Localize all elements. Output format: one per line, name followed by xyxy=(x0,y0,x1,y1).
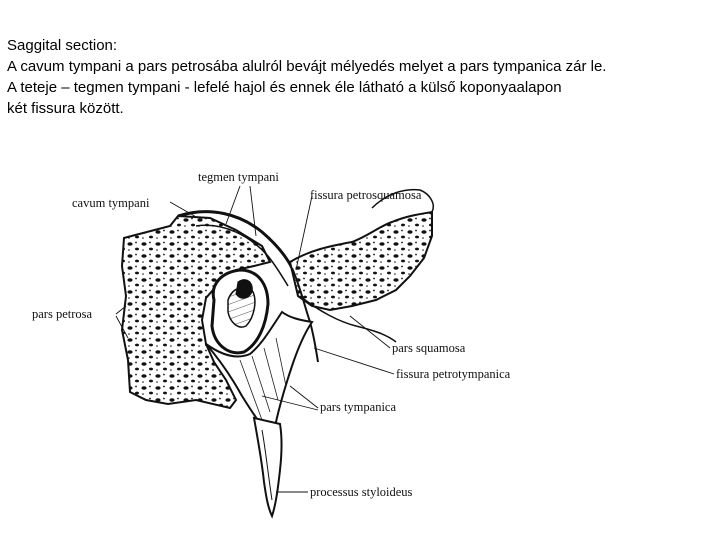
label-tegmen-tympani: tegmen tympani xyxy=(198,170,279,184)
label-fissura-petrotympanica: fissura petrotympanica xyxy=(396,367,511,381)
label-cavum-tympani: cavum tympani xyxy=(72,196,150,210)
ossicle-shape xyxy=(236,280,252,299)
label-fissura-petrosquamosa: fissura petrosquamosa xyxy=(310,188,422,202)
label-pars-tympanica: pars tympanica xyxy=(320,400,397,414)
caption-line-4: két fissura között. xyxy=(7,100,124,117)
caption-line-3: A teteje – tegmen tympani - lefelé hajol és ennek éle látható a külső koponyaalapon xyxy=(7,79,562,96)
pars-squamosa-bone xyxy=(290,212,432,310)
label-pars-squamosa: pars squamosa xyxy=(392,341,466,355)
label-processus-styloideus: processus styloideus xyxy=(310,485,413,499)
caption-line-2: A cavum tympani a pars petrosába alulról bevájt mélyedés melyet a pars tympanica zár le. xyxy=(7,58,607,75)
label-pars-petrosa: pars petrosa xyxy=(32,307,93,321)
caption-line-1: Saggital section: xyxy=(7,37,118,54)
